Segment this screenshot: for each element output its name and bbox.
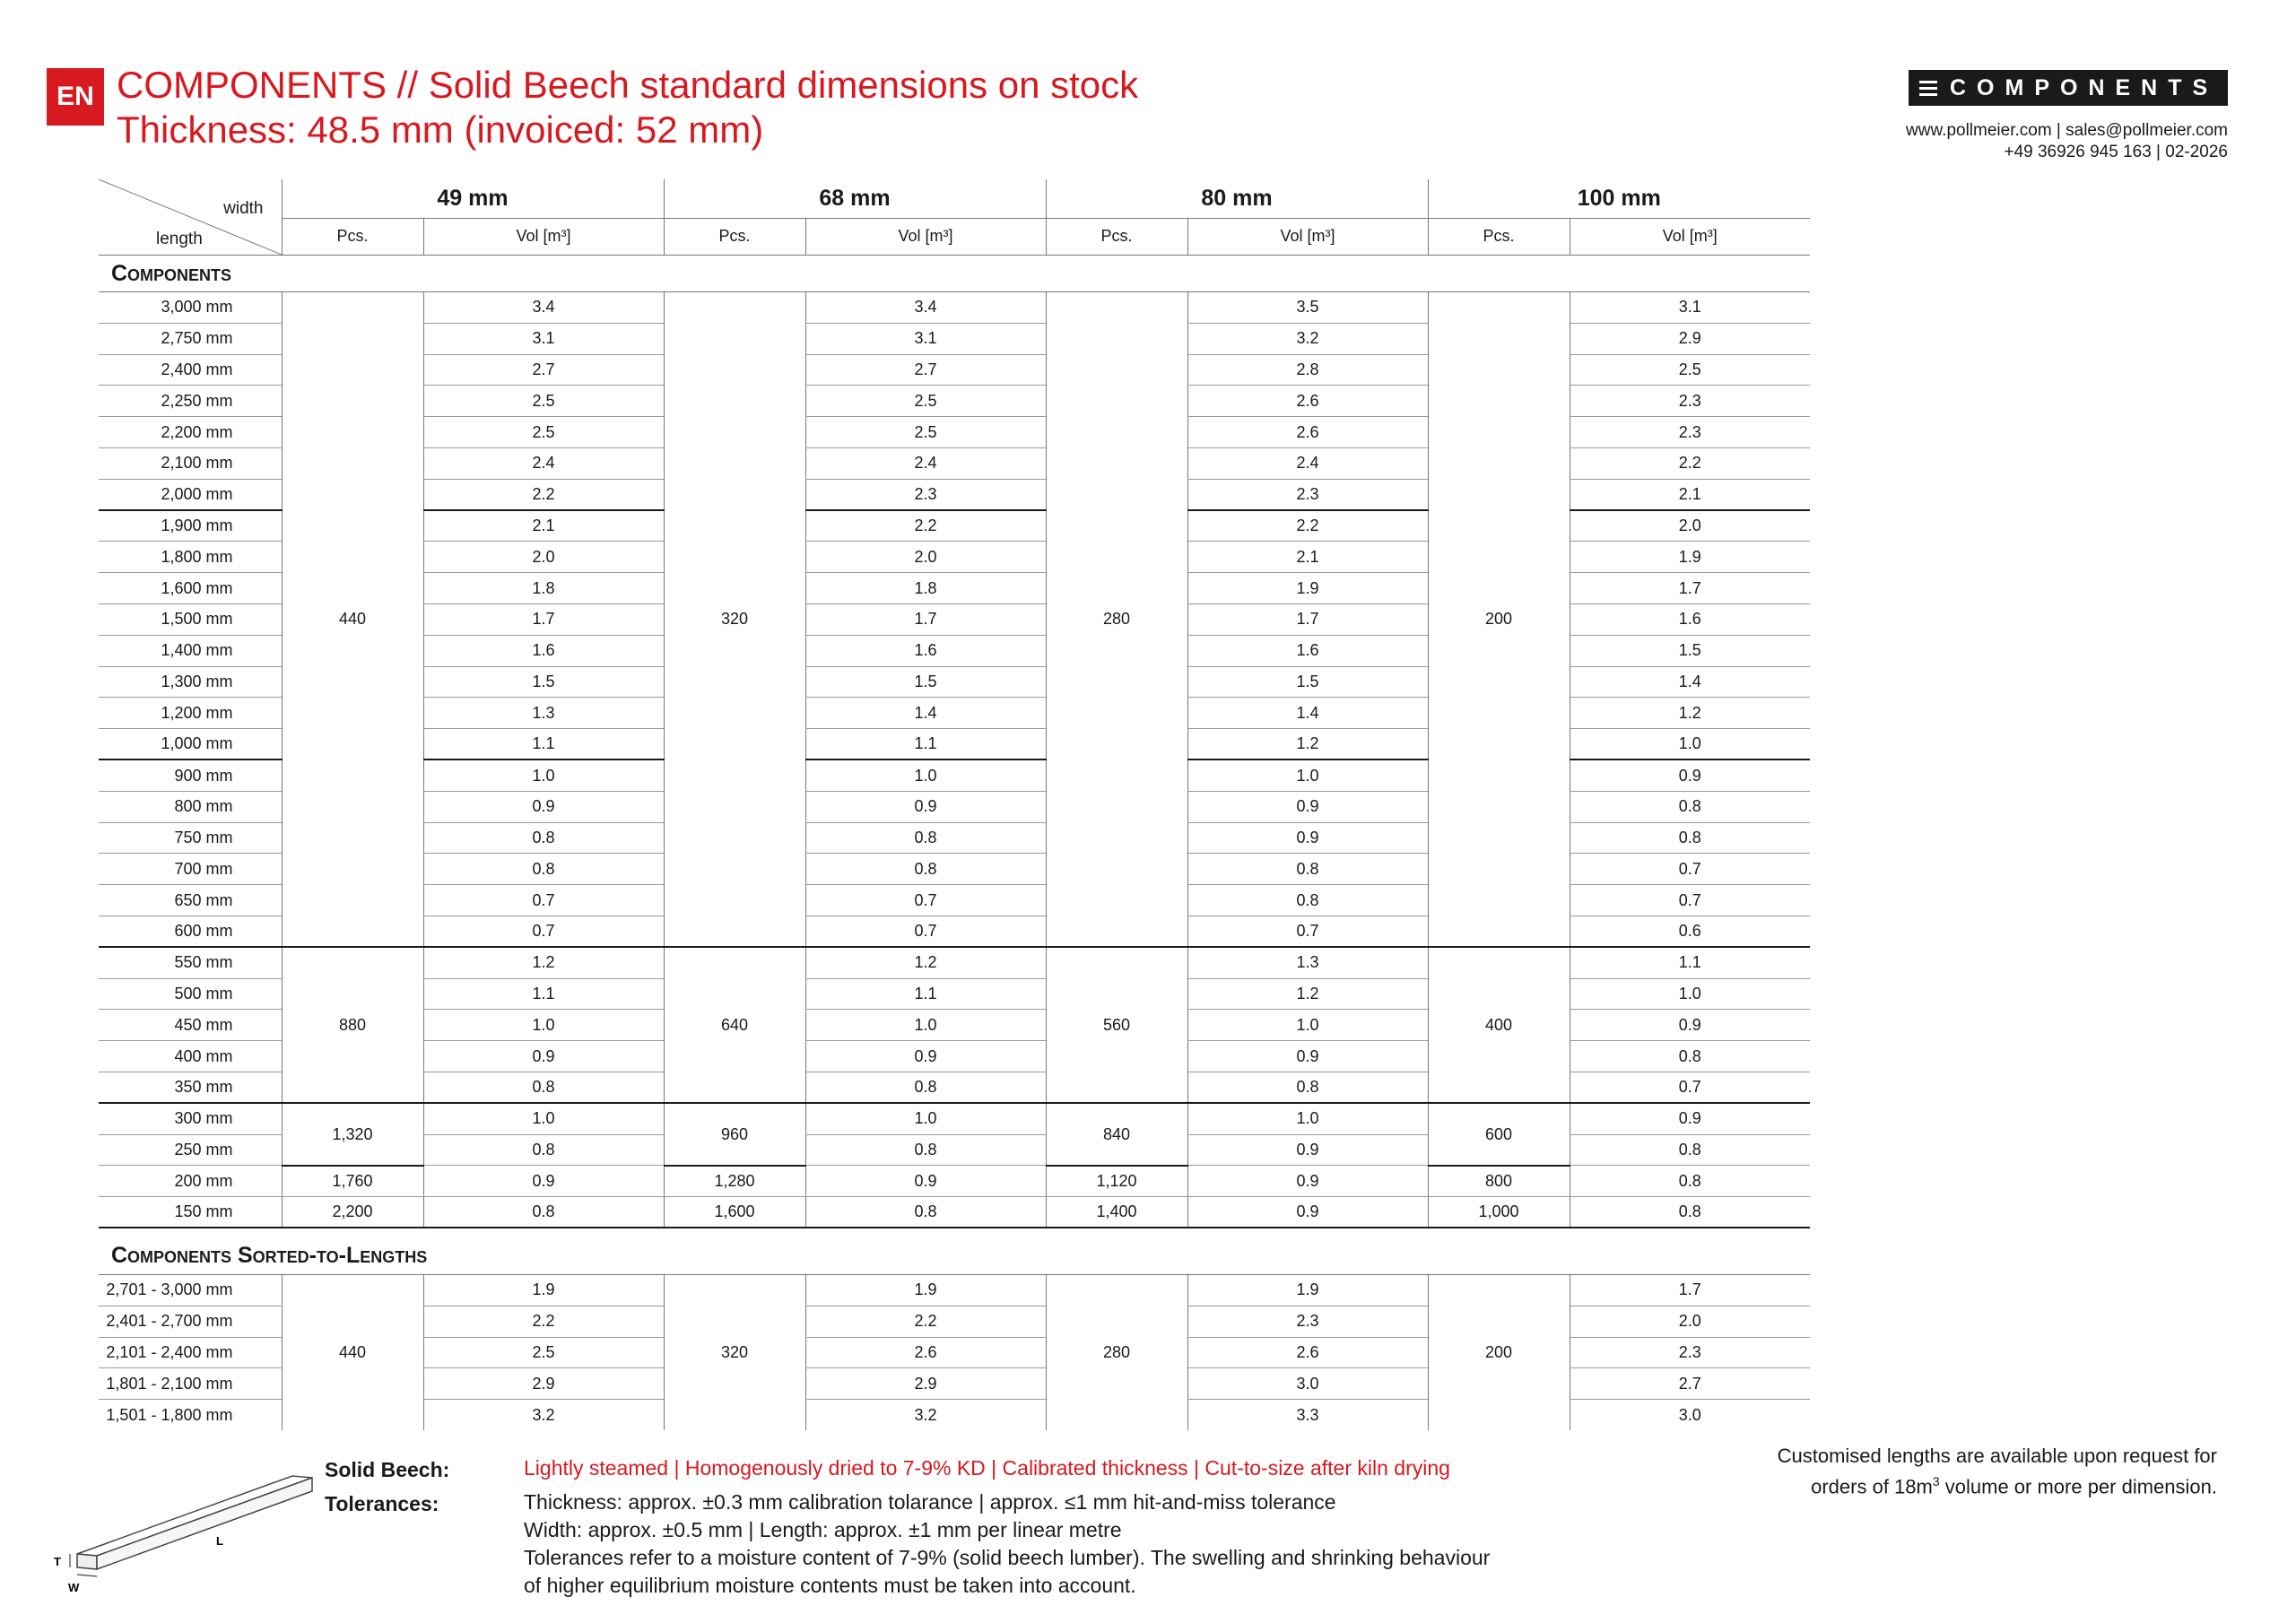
vol-cell: 0.9 bbox=[1187, 791, 1428, 822]
vol-cell: 2.5 bbox=[1570, 354, 1810, 386]
pcs-cell: 1,600 bbox=[664, 1197, 805, 1228]
vol-cell: 2.0 bbox=[1570, 510, 1810, 542]
vol-cell: 2.3 bbox=[1570, 1337, 1810, 1368]
width-header: 100 mm bbox=[1428, 179, 1810, 218]
vol-cell: 1.0 bbox=[805, 1010, 1046, 1041]
stock-table bbox=[99, 179, 1810, 1430]
vol-cell: 1.4 bbox=[1187, 698, 1428, 729]
vol-cell: 1.0 bbox=[423, 1103, 664, 1134]
vol-cell: 0.9 bbox=[805, 1041, 1046, 1072]
section-components bbox=[99, 256, 1810, 292]
vol-cell: 1.1 bbox=[423, 978, 664, 1010]
vol-cell: 0.8 bbox=[423, 1134, 664, 1166]
vol-cell: 2.5 bbox=[805, 417, 1046, 448]
vol-cell: 1.2 bbox=[1187, 978, 1428, 1010]
vol-cell: 1.7 bbox=[423, 603, 664, 635]
vol-cell: 1.0 bbox=[805, 1103, 1046, 1134]
vol-cell: 0.7 bbox=[805, 885, 1046, 916]
components-logo bbox=[1909, 70, 2228, 106]
length-cell: 700 mm bbox=[99, 854, 282, 885]
length-cell: 900 mm bbox=[99, 759, 282, 791]
pcs-cell: 2,200 bbox=[282, 1197, 423, 1228]
title-line-2: Thickness: 48.5 mm (invoiced: 52 mm) bbox=[117, 108, 764, 151]
vol-cell: 1.1 bbox=[423, 729, 664, 760]
length-cell: 1,500 mm bbox=[99, 603, 282, 635]
length-cell: 650 mm bbox=[99, 885, 282, 916]
vol-cell: 0.9 bbox=[1187, 1197, 1428, 1228]
table-row bbox=[99, 292, 1810, 324]
vol-cell: 0.9 bbox=[1570, 1103, 1810, 1134]
length-cell: 550 mm bbox=[99, 947, 282, 978]
vol-cell: 2.2 bbox=[1187, 510, 1428, 542]
vol-cell: 1.0 bbox=[1187, 759, 1428, 791]
pcs-cell: 1,320 bbox=[282, 1103, 423, 1166]
logo-text: COMPONENTS bbox=[1950, 74, 2219, 100]
width-header-row bbox=[99, 179, 1810, 218]
vol-cell: 2.9 bbox=[805, 1368, 1046, 1400]
length-cell: 2,250 mm bbox=[99, 386, 282, 417]
beam-l-label: L bbox=[216, 1534, 223, 1548]
vol-cell: 2.0 bbox=[1570, 1306, 1810, 1337]
vol-cell: 0.9 bbox=[423, 1041, 664, 1072]
tolerance-line-4: of higher equilibrium moisture contents must be taken into account. bbox=[524, 1574, 1136, 1597]
vol-cell: 2.3 bbox=[1570, 386, 1810, 417]
length-cell: 1,400 mm bbox=[99, 635, 282, 666]
table-row bbox=[99, 1197, 1810, 1228]
vol-cell: 0.7 bbox=[1570, 854, 1810, 885]
tolerance-line-3: Tolerances refer to a moisture content of 7-9% (solid beech lumber). The swelling and shrinking behaviour bbox=[524, 1546, 1491, 1569]
pcs-cell: 280 bbox=[1046, 1274, 1187, 1430]
vol-cell: 2.6 bbox=[1187, 417, 1428, 448]
vol-cell: 1.2 bbox=[1570, 698, 1810, 729]
vol-cell: 2.0 bbox=[805, 542, 1046, 573]
vol-cell: 1.9 bbox=[805, 1274, 1046, 1306]
vol-cell: 2.5 bbox=[423, 1337, 664, 1368]
vol-cell: 1.1 bbox=[805, 729, 1046, 760]
vol-cell: 1.5 bbox=[805, 666, 1046, 698]
length-cell: 1,801 - 2,100 mm bbox=[99, 1368, 282, 1400]
length-cell: 800 mm bbox=[99, 791, 282, 822]
length-cell: 200 mm bbox=[99, 1166, 282, 1197]
pcs-header: Pcs. bbox=[664, 218, 805, 255]
custom-lengths-note bbox=[1778, 1444, 2217, 1499]
page-title bbox=[117, 63, 1138, 152]
vol-cell: 3.2 bbox=[805, 1400, 1046, 1431]
vol-cell: 2.5 bbox=[423, 386, 664, 417]
contact-web-email: www.pollmeier.com | sales@pollmeier.com bbox=[1906, 121, 2228, 140]
vol-cell: 2.7 bbox=[1570, 1368, 1810, 1400]
contact-phone-date: +49 36926 945 163 | 02-2026 bbox=[2004, 143, 2228, 161]
vol-cell: 1.2 bbox=[423, 947, 664, 978]
length-cell: 2,200 mm bbox=[99, 417, 282, 448]
pcs-cell: 200 bbox=[1428, 1274, 1570, 1430]
vol-cell: 2.2 bbox=[423, 1306, 664, 1337]
vol-cell: 0.9 bbox=[1187, 1041, 1428, 1072]
vol-cell: 3.2 bbox=[1187, 323, 1428, 354]
vol-cell: 1.4 bbox=[1570, 666, 1810, 698]
logo-bars-icon bbox=[1919, 81, 1937, 96]
vol-cell: 1.0 bbox=[1570, 729, 1810, 760]
pcs-cell: 320 bbox=[664, 1274, 805, 1430]
table-row bbox=[99, 1103, 1810, 1134]
vol-cell: 1.6 bbox=[1187, 635, 1428, 666]
vol-cell: 2.4 bbox=[805, 447, 1046, 479]
vol-cell: 1.0 bbox=[423, 759, 664, 791]
vol-cell: 1.9 bbox=[423, 1274, 664, 1306]
vol-header: Vol [m³] bbox=[1570, 218, 1810, 255]
vol-cell: 0.9 bbox=[1187, 822, 1428, 854]
vol-cell: 3.3 bbox=[1187, 1400, 1428, 1431]
vol-cell: 2.5 bbox=[423, 417, 664, 448]
vol-cell: 1.7 bbox=[1570, 573, 1810, 604]
vol-cell: 0.8 bbox=[1187, 1072, 1428, 1103]
vol-cell: 0.7 bbox=[1570, 1072, 1810, 1103]
vol-header: Vol [m³] bbox=[1187, 218, 1428, 255]
vol-cell: 1.7 bbox=[1187, 603, 1428, 635]
vol-cell: 3.5 bbox=[1187, 292, 1428, 324]
vol-cell: 0.8 bbox=[423, 822, 664, 854]
vol-cell: 0.8 bbox=[423, 1197, 664, 1228]
vol-cell: 0.9 bbox=[1570, 759, 1810, 791]
vol-cell: 2.8 bbox=[1187, 354, 1428, 386]
vol-cell: 2.3 bbox=[1570, 417, 1810, 448]
vol-cell: 2.2 bbox=[805, 510, 1046, 542]
vol-cell: 1.6 bbox=[805, 635, 1046, 666]
vol-cell: 1.2 bbox=[1187, 729, 1428, 760]
vol-cell: 0.8 bbox=[1570, 1041, 1810, 1072]
length-cell: 250 mm bbox=[99, 1134, 282, 1166]
length-cell: 400 mm bbox=[99, 1041, 282, 1072]
vol-cell: 3.0 bbox=[1570, 1400, 1810, 1431]
vol-cell: 0.8 bbox=[805, 1134, 1046, 1166]
vol-cell: 1.0 bbox=[1570, 978, 1810, 1010]
tolerances-text bbox=[524, 1488, 1490, 1600]
length-cell: 450 mm bbox=[99, 1010, 282, 1041]
vol-cell: 3.2 bbox=[423, 1400, 664, 1431]
pcs-cell: 320 bbox=[664, 292, 805, 948]
section-title: Components Sorted-to-Lengths bbox=[99, 1228, 1810, 1274]
tolerance-line-1: Thickness: approx. ±0.3 mm calibration tolarance | approx. ≤1 mm hit-and-miss tolerance bbox=[524, 1490, 1336, 1514]
vol-cell: 0.9 bbox=[805, 791, 1046, 822]
pcs-header: Pcs. bbox=[1046, 218, 1187, 255]
length-cell: 1,200 mm bbox=[99, 698, 282, 729]
vol-cell: 1.1 bbox=[1570, 947, 1810, 978]
vol-cell: 2.0 bbox=[423, 542, 664, 573]
length-cell: 2,101 - 2,400 mm bbox=[99, 1337, 282, 1368]
length-cell: 1,800 mm bbox=[99, 542, 282, 573]
tolerances-label: Tolerances: bbox=[325, 1492, 439, 1515]
pcs-cell: 1,000 bbox=[1428, 1197, 1570, 1228]
vol-cell: 3.0 bbox=[1187, 1368, 1428, 1400]
vol-cell: 2.4 bbox=[1187, 447, 1428, 479]
length-cell: 600 mm bbox=[99, 916, 282, 947]
length-cell: 1,000 mm bbox=[99, 729, 282, 760]
custom-note-line-2: orders of $18m^3$ volume or more per dimension. bbox=[1811, 1474, 2217, 1498]
vol-cell: 0.8 bbox=[805, 1072, 1046, 1103]
length-cell: 2,701 - 3,000 mm bbox=[99, 1274, 282, 1306]
vol-cell: 1.0 bbox=[423, 1010, 664, 1041]
language-badge: EN bbox=[47, 68, 104, 126]
vol-cell: 0.9 bbox=[1570, 1010, 1810, 1041]
vol-cell: 3.4 bbox=[423, 292, 664, 324]
pcs-cell: 1,760 bbox=[282, 1166, 423, 1197]
vol-cell: 1.5 bbox=[1187, 666, 1428, 698]
vol-cell: 2.3 bbox=[1187, 1306, 1428, 1337]
length-cell: 350 mm bbox=[99, 1072, 282, 1103]
vol-cell: 1.6 bbox=[1570, 603, 1810, 635]
vol-cell: 2.2 bbox=[1570, 447, 1810, 479]
pcs-cell: 840 bbox=[1046, 1103, 1187, 1166]
vol-cell: 0.6 bbox=[1570, 916, 1810, 947]
length-cell: 500 mm bbox=[99, 978, 282, 1010]
beam-diagram-icon bbox=[50, 1460, 319, 1594]
vol-cell: 0.8 bbox=[1570, 1197, 1810, 1228]
vol-cell: 0.9 bbox=[805, 1166, 1046, 1197]
vol-cell: 3.1 bbox=[1570, 292, 1810, 324]
pcs-cell: 1,280 bbox=[664, 1166, 805, 1197]
vol-cell: 1.5 bbox=[1570, 635, 1810, 666]
solid-beech-text: Lightly steamed | Homogenously dried to 7-9% KD | Calibrated thickness | Cut-to-size after kiln drying bbox=[524, 1456, 1450, 1480]
tolerance-line-2: Width: approx. ±0.5 mm | Length: approx. ±1 mm per linear metre bbox=[524, 1518, 1122, 1541]
vol-cell: 0.8 bbox=[805, 822, 1046, 854]
length-cell: 2,400 mm bbox=[99, 354, 282, 386]
vol-cell: 2.9 bbox=[1570, 323, 1810, 354]
vol-cell: 0.9 bbox=[1187, 1166, 1428, 1197]
vol-cell: 1.9 bbox=[1187, 1274, 1428, 1306]
pcs-cell: 440 bbox=[282, 1274, 423, 1430]
vol-cell: 2.3 bbox=[805, 479, 1046, 510]
vol-header: Vol [m³] bbox=[423, 218, 664, 255]
vol-cell: 0.8 bbox=[1570, 1134, 1810, 1166]
vol-cell: 2.2 bbox=[423, 479, 664, 510]
vol-cell: 2.7 bbox=[423, 354, 664, 386]
vol-cell: 0.9 bbox=[1187, 1134, 1428, 1166]
vol-cell: 2.5 bbox=[805, 386, 1046, 417]
vol-cell: 1.9 bbox=[1187, 573, 1428, 604]
pcs-cell: 880 bbox=[282, 947, 423, 1103]
vol-cell: 3.1 bbox=[805, 323, 1046, 354]
pcs-cell: 440 bbox=[282, 292, 423, 948]
vol-cell: 1.8 bbox=[805, 573, 1046, 604]
vol-cell: 2.1 bbox=[423, 510, 664, 542]
pcs-header: Pcs. bbox=[282, 218, 423, 255]
vol-cell: 1.9 bbox=[1570, 542, 1810, 573]
vol-cell: 0.8 bbox=[423, 854, 664, 885]
length-cell: 2,000 mm bbox=[99, 479, 282, 510]
vol-cell: 0.8 bbox=[1187, 854, 1428, 885]
custom-note-line-1: Customised lengths are available upon request for bbox=[1777, 1445, 2217, 1467]
vol-cell: 1.8 bbox=[423, 573, 664, 604]
length-cell: 1,900 mm bbox=[99, 510, 282, 542]
vol-header: Vol [m³] bbox=[805, 218, 1046, 255]
width-header: 49 mm bbox=[282, 179, 664, 218]
pcs-cell: 640 bbox=[664, 947, 805, 1103]
pcs-cell: 1,120 bbox=[1046, 1166, 1187, 1197]
vol-cell: 0.7 bbox=[423, 916, 664, 947]
pcs-cell: 800 bbox=[1428, 1166, 1570, 1197]
vol-cell: 0.8 bbox=[805, 1197, 1046, 1228]
vol-cell: 0.8 bbox=[805, 854, 1046, 885]
vol-cell: 1.3 bbox=[423, 698, 664, 729]
vol-cell: 2.6 bbox=[805, 1337, 1046, 1368]
width-header: 80 mm bbox=[1046, 179, 1428, 218]
pcs-cell: 280 bbox=[1046, 292, 1187, 948]
vol-cell: 1.4 bbox=[805, 698, 1046, 729]
corner-length-label: length bbox=[156, 230, 203, 248]
vol-cell: 0.9 bbox=[423, 1166, 664, 1197]
vol-cell: 0.8 bbox=[1187, 885, 1428, 916]
length-cell: 1,600 mm bbox=[99, 573, 282, 604]
pcs-cell: 200 bbox=[1428, 292, 1570, 948]
vol-cell: 1.6 bbox=[423, 635, 664, 666]
pcs-cell: 600 bbox=[1428, 1103, 1570, 1166]
vol-cell: 1.2 bbox=[805, 947, 1046, 978]
vol-cell: 2.4 bbox=[423, 447, 664, 479]
length-cell: 300 mm bbox=[99, 1103, 282, 1134]
table-row bbox=[99, 1166, 1810, 1197]
table-row bbox=[99, 1274, 1810, 1306]
vol-cell: 0.8 bbox=[1570, 791, 1810, 822]
beam-w-label: W bbox=[68, 1581, 80, 1594]
vol-cell: 0.7 bbox=[423, 885, 664, 916]
width-header: 68 mm bbox=[664, 179, 1046, 218]
vol-cell: 0.7 bbox=[1570, 885, 1810, 916]
pcs-cell: 1,400 bbox=[1046, 1197, 1187, 1228]
corner-width-label: width bbox=[223, 199, 264, 218]
vol-cell: 3.4 bbox=[805, 292, 1046, 324]
vol-cell: 1.0 bbox=[1187, 1010, 1428, 1041]
vol-cell: 2.6 bbox=[1187, 386, 1428, 417]
table-row bbox=[99, 947, 1810, 978]
vol-cell: 0.7 bbox=[1187, 916, 1428, 947]
vol-cell: 0.8 bbox=[1570, 1166, 1810, 1197]
corner-cell bbox=[99, 179, 282, 256]
footer bbox=[50, 1444, 2257, 1614]
vol-cell: 1.7 bbox=[805, 603, 1046, 635]
vol-cell: 2.1 bbox=[1187, 542, 1428, 573]
length-cell: 750 mm bbox=[99, 822, 282, 854]
vol-cell: 3.1 bbox=[423, 323, 664, 354]
section-sorted-to-lengths bbox=[99, 1228, 1810, 1274]
vol-cell: 0.8 bbox=[1570, 822, 1810, 854]
section-title: Components bbox=[99, 256, 1810, 292]
subheader-row bbox=[99, 218, 1810, 255]
length-cell: 1,300 mm bbox=[99, 666, 282, 698]
vol-cell: 1.5 bbox=[423, 666, 664, 698]
length-cell: 1,501 - 1,800 mm bbox=[106, 1405, 233, 1424]
contact-info bbox=[1906, 120, 2228, 163]
vol-cell: 2.7 bbox=[805, 354, 1046, 386]
vol-cell: 1.7 bbox=[1570, 1274, 1810, 1306]
pcs-cell: 960 bbox=[664, 1103, 805, 1166]
pcs-cell: 560 bbox=[1046, 947, 1187, 1103]
vol-cell: 2.2 bbox=[805, 1306, 1046, 1337]
vol-cell: 0.8 bbox=[423, 1072, 664, 1103]
length-cell: 2,750 mm bbox=[99, 323, 282, 354]
vol-cell: 2.1 bbox=[1570, 479, 1810, 510]
length-cell: 150 mm bbox=[99, 1197, 282, 1228]
beam-t-label: T bbox=[54, 1555, 61, 1568]
vol-cell: 1.1 bbox=[805, 978, 1046, 1010]
vol-cell: 0.9 bbox=[423, 791, 664, 822]
vol-cell: 2.3 bbox=[1187, 479, 1428, 510]
title-line-1: COMPONENTS // Solid Beech standard dimensions on stock bbox=[117, 64, 1139, 106]
vol-cell: 1.0 bbox=[1187, 1103, 1428, 1134]
vol-cell: 2.6 bbox=[1187, 1337, 1428, 1368]
pcs-cell: 400 bbox=[1428, 947, 1570, 1103]
vol-cell: 1.0 bbox=[805, 759, 1046, 791]
vol-cell: 1.3 bbox=[1187, 947, 1428, 978]
pcs-header: Pcs. bbox=[1428, 218, 1570, 255]
length-cell: 2,100 mm bbox=[99, 447, 282, 479]
length-cell: 2,401 - 2,700 mm bbox=[99, 1306, 282, 1337]
length-cell: 3,000 mm bbox=[99, 292, 282, 324]
vol-cell: 0.7 bbox=[805, 916, 1046, 947]
solid-beech-label: Solid Beech: bbox=[325, 1458, 450, 1481]
vol-cell: 2.9 bbox=[423, 1368, 664, 1400]
